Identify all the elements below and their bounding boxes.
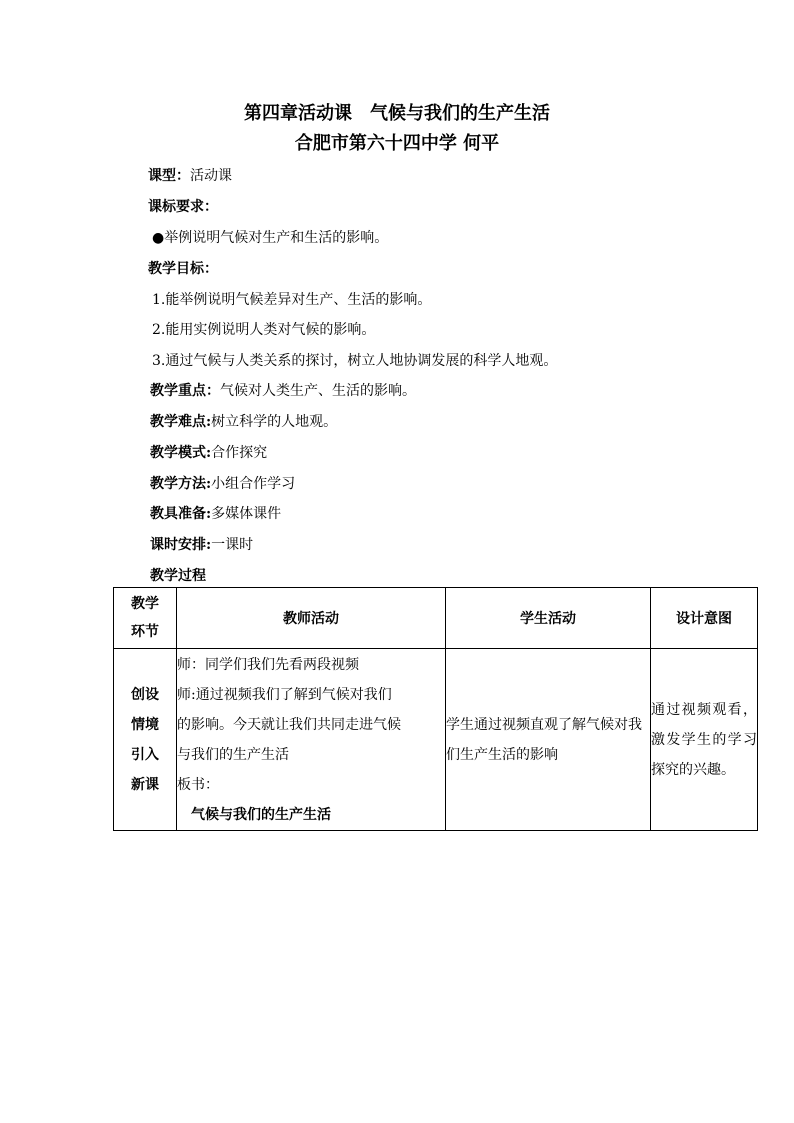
lesson-type	[148, 166, 232, 186]
lesson-type-label: 课型：	[148, 168, 190, 184]
objective-item-2: 2.能用实例说明人类对气候的影响。	[152, 322, 376, 338]
design-intent-cell: 通过视频观看，激发学生的学习探究的兴趣。	[651, 649, 758, 831]
teacher-activity-cell: 师：同学们我们先看两段视频 师:通过视频我们了解到气候对我们 的影响。今天就让我们共同走进气候 与我们的生产生活 板书： 气候与我们的生产生活	[177, 649, 446, 831]
header-teacher: 教师活动	[177, 588, 446, 649]
board-title: 气候与我们的生产生活	[191, 806, 331, 823]
difficulty: 教学难点:树立科学的人地观。	[150, 414, 338, 430]
table-row	[114, 649, 758, 831]
lesson-type-value: 活动课	[190, 168, 232, 184]
teaching-method: 教学方法:小组合作学习	[150, 476, 296, 492]
schedule: 课时安排:一课时	[150, 537, 254, 553]
teaching-mode: 教学模式:合作探究	[150, 445, 268, 461]
student-activity-cell: 学生通过视频直观了解气候对我们生产生活的影响	[446, 649, 651, 831]
process-table	[113, 587, 758, 831]
page-title: 第四章活动课 气候与我们的生产生活	[244, 103, 550, 124]
curriculum-item: ●举例说明气候对生产和生活的影响。	[152, 230, 389, 246]
header-stage: 教学 环节	[114, 588, 177, 649]
header-intent: 设计意图	[651, 588, 758, 649]
objectives-label: 教学目标：	[148, 261, 218, 277]
author-line: 合肥市第六十四中学 何平	[294, 133, 500, 154]
curriculum-label: 课标要求：	[148, 199, 218, 215]
stage-cell: 创设 情境 引入 新课	[114, 649, 177, 831]
table-header-row	[114, 588, 758, 649]
objective-item-1: 1.能举例说明气候差异对生产、生活的影响。	[152, 292, 432, 308]
objective-item-3: 3.通过气候与人类关系的探讨，树立人地协调发展的科学人地观。	[152, 353, 558, 369]
header-student: 学生活动	[446, 588, 651, 649]
key-point: 教学重点：气候对人类生产、生活的影响。	[150, 383, 416, 399]
teaching-tools: 教具准备:多媒体课件	[150, 506, 282, 522]
process-label: 教学过程	[150, 568, 206, 584]
